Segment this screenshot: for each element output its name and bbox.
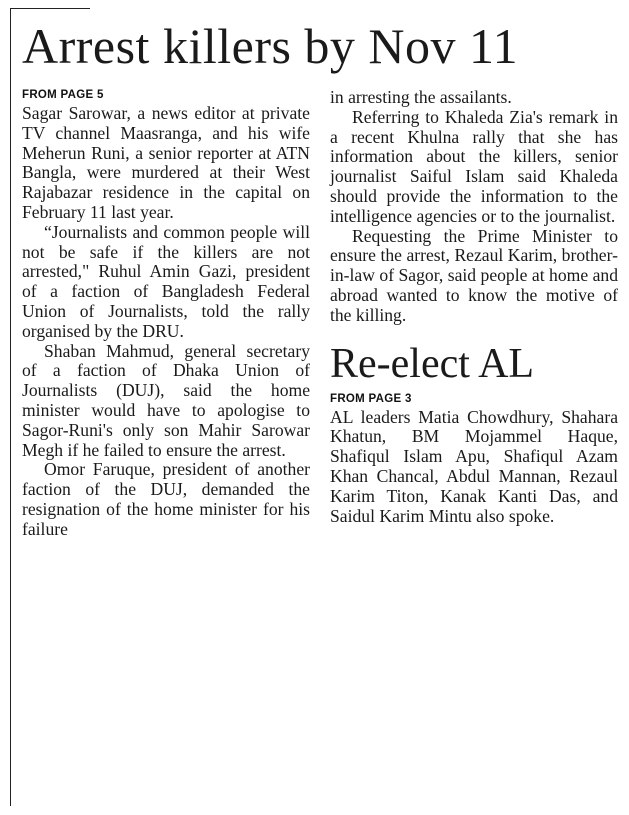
article-paragraph: Omor Faruque, president of another faction of the DUJ, demanded the resignation of the home minister for his failure — [22, 459, 310, 539]
headline: Arrest killers by Nov 11 — [22, 18, 519, 74]
right-column — [330, 88, 618, 526]
article-paragraph: “Journalists and common people will not be safe if the killers are not arrested," Ruhul Amin Gazi, president of a faction of Bangladesh Federal Union of Journalists, told the rally organised by the DRU. — [22, 221, 310, 341]
top-rule — [10, 8, 90, 9]
kicker-from-page: FROM PAGE 3 — [330, 392, 412, 405]
second-story-headline: Re-elect AL — [330, 340, 535, 387]
article-paragraph-continuation: in arresting the assailants. — [330, 87, 512, 107]
kicker-from-page: FROM PAGE 5 — [22, 89, 104, 101]
article-paragraph: Sagar Sarowar, a news editor at private TV channel Maasranga, and his wife Meherun Runi, a senior reporter at ATN Bangla, were murdered at their West Rajabazar residence in the capital on February 11 last year. — [22, 103, 310, 222]
left-column — [22, 88, 310, 540]
article-paragraph: Referring to Khaleda Zia's remark in a recent Khulna rally that she has information about the killers, senior journalist Saiful Islam said Khaleda should provide the information to the intelligence agencies or to the journalist. — [330, 106, 618, 226]
article-paragraph: Requesting the Prime Minister to ensure the arrest, Rezaul Karim, brother-in-law of Sagor, said people at home and abroad wanted to know the motive of the killing. — [330, 225, 618, 325]
article-paragraph: AL leaders Matia Chowdhury, Shahara Khatun, BM Mojammel Haque, Shafiqul Islam Apu, Shafiqul Azam Khan Chancal, Abdul Mannan, Rezaul Karim Titon, Kanak Kanti Das, and Saidul Karim Mintu also spoke. — [330, 406, 618, 526]
article-paragraph: Shaban Mahmud, general secretary of a faction of Dhaka Union of Journalists (DUJ), said the home minister would have to apologise to Sagor-Runi's only son Mahir Sarowar Megh if he failed to ensure the arrest. — [22, 340, 310, 460]
column-rule — [10, 8, 11, 806]
